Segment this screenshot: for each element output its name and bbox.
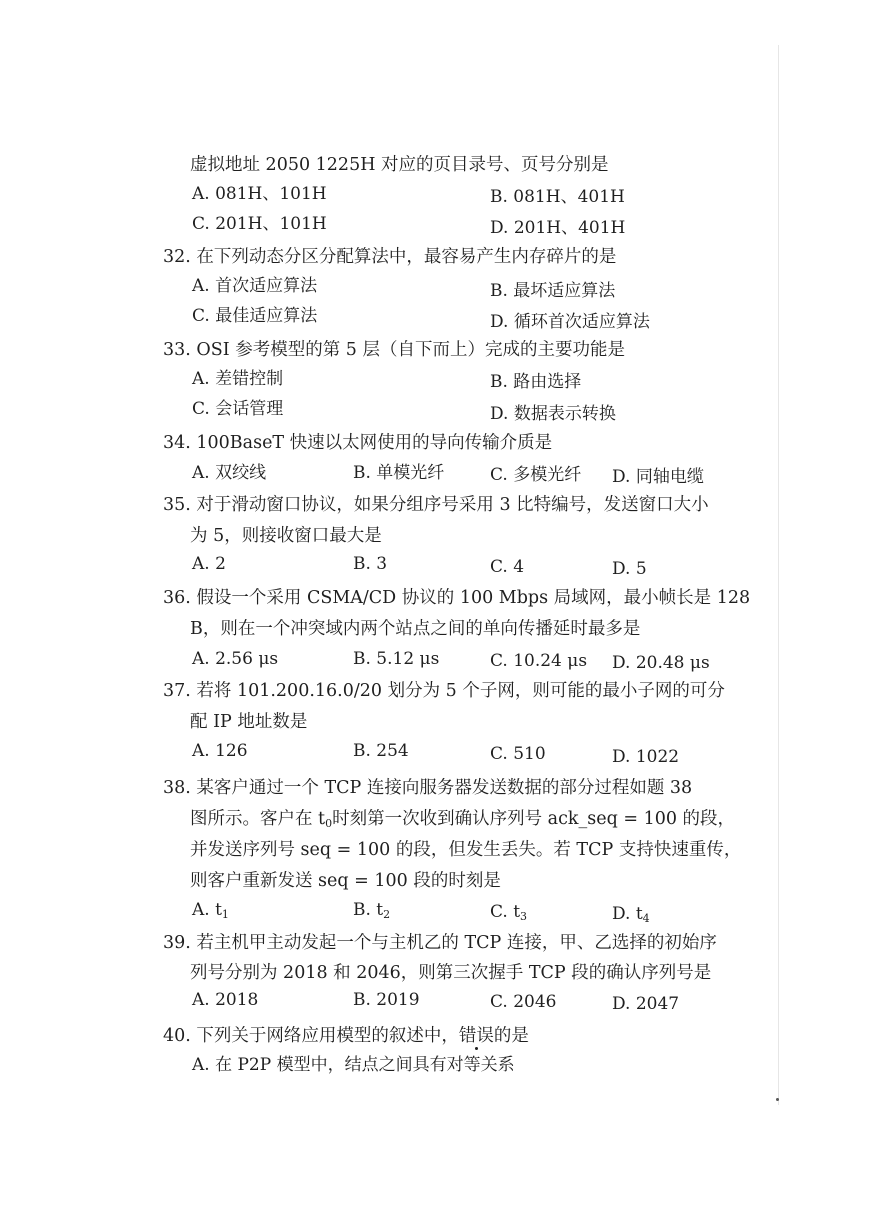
q34-stem: 34. 100BaseT 快速以太网使用的导向传输介质是 [163, 433, 553, 453]
q37-stem-line1: 37. 若将 101.200.16.0/20 划分为 5 个子网，则可能的最小子网的可分 [163, 681, 725, 701]
q34-option-b: B. 单模光纤 [353, 463, 445, 483]
q39-option-d: D. 2047 [612, 994, 680, 1014]
page-edge-line [778, 45, 779, 1105]
q33-option-c: C. 会话管理 [192, 399, 284, 419]
q39-option-c: C. 2046 [490, 992, 557, 1012]
q33-stem: 33. OSI 参考模型的第 5 层（自下而上）完成的主要功能是 [163, 340, 625, 360]
q36-option-d: D. 20.48 μs [612, 653, 710, 673]
q36-option-b: B. 5.12 μs [353, 649, 440, 669]
q34-option-a: A. 双绞线 [192, 463, 267, 483]
q35-option-d: D. 5 [612, 559, 647, 579]
q31-option-b: B. 081H、401H [490, 187, 625, 207]
q31-option-c: C. 201H、101H [192, 214, 327, 234]
q31-stem-tail: 虚拟地址 2050 1225H 对应的页目录号、页号分别是 [190, 155, 609, 175]
q36-option-a: A. 2.56 μs [192, 649, 279, 669]
q32-option-c: C. 最佳适应算法 [192, 306, 318, 326]
q35-option-c: C. 4 [490, 557, 525, 577]
q38-stem-line3: 并发送序列号 seq = 100 的段，但发生丢失。若 TCP 支持快速重传， [190, 840, 742, 860]
q40-stem: 40. 下列关于网络应用模型的叙述中，错误的是 [163, 1026, 529, 1046]
q37-option-d: D. 1022 [612, 747, 680, 767]
q37-option-c: C. 510 [490, 744, 546, 764]
q32-option-b: B. 最坏适应算法 [490, 281, 616, 301]
q32-option-d: D. 循环首次适应算法 [490, 312, 650, 332]
q35-option-a: A. 2 [192, 554, 226, 574]
page-edge-mark [776, 1098, 779, 1101]
q37-option-a: A. 126 [192, 741, 248, 761]
q38-option-b: B. $t_2$ [353, 900, 391, 921]
q35-option-b: B. 3 [353, 554, 388, 574]
q34-option-d: D. 同轴电缆 [612, 467, 704, 487]
q38-stem-line4: 则客户重新发送 seq = 100 段的时刻是 [190, 871, 501, 891]
q37-option-b: B. 254 [353, 741, 409, 761]
q33-option-b: B. 路由选择 [490, 372, 582, 392]
q33-option-a: A. 差错控制 [192, 369, 284, 389]
q34-option-c: C. 多模光纤 [490, 465, 582, 485]
q33-option-d: D. 数据表示转换 [490, 404, 616, 424]
q36-stem-line2: B，则在一个冲突域内两个站点之间的单向传播延时最多是 [190, 619, 641, 639]
q38-stem-line2: 图所示。客户在 $t_0$时刻第一次收到确认序列号 ack_seq = 100 的段， [190, 809, 736, 830]
q39-stem-line1: 39. 若主机甲主动发起一个与主机乙的 TCP 连接，甲、乙选择的初始序 [163, 933, 717, 953]
q31-option-d: D. 201H、401H [490, 218, 626, 238]
q32-option-a: A. 首次适应算法 [192, 276, 318, 296]
q35-stem-line2: 为 5，则接收窗口最大是 [190, 526, 382, 546]
q38-option-d: D. $t_4$ [612, 904, 650, 925]
q39-option-a: A. 2018 [192, 990, 259, 1010]
q37-stem-line2: 配 IP 地址数是 [190, 712, 308, 732]
q38-stem-line1: 38. 某客户通过一个 TCP 连接向服务器发送数据的部分过程如题 38 [163, 778, 693, 798]
q32-stem: 32. 在下列动态分区分配算法中，最容易产生内存碎片的是 [163, 247, 617, 267]
q36-option-c: C. 10.24 μs [490, 651, 588, 671]
q35-stem-line1: 35. 对于滑动窗口协议，如果分组序号采用 3 比特编号，发送窗口大小 [163, 495, 709, 515]
q40-option-a: A. 在 P2P 模型中，结点之间具有对等关系 [192, 1055, 515, 1075]
q36-stem-line1: 36. 假设一个采用 CSMA/CD 协议的 100 Mbps 局域网，最小帧长是 128 [163, 588, 751, 608]
q38-option-c: C. $t_3$ [490, 902, 528, 923]
q31-option-a: A. 081H、101H [192, 184, 327, 204]
q39-option-b: B. 2019 [353, 990, 420, 1010]
q39-stem-line2: 列号分别为 2018 和 2046，则第三次握手 TCP 段的确认序列号是 [190, 963, 712, 983]
emphasis-word: 错误 [458, 1026, 494, 1046]
q38-option-a: A. $t_1$ [192, 900, 229, 921]
